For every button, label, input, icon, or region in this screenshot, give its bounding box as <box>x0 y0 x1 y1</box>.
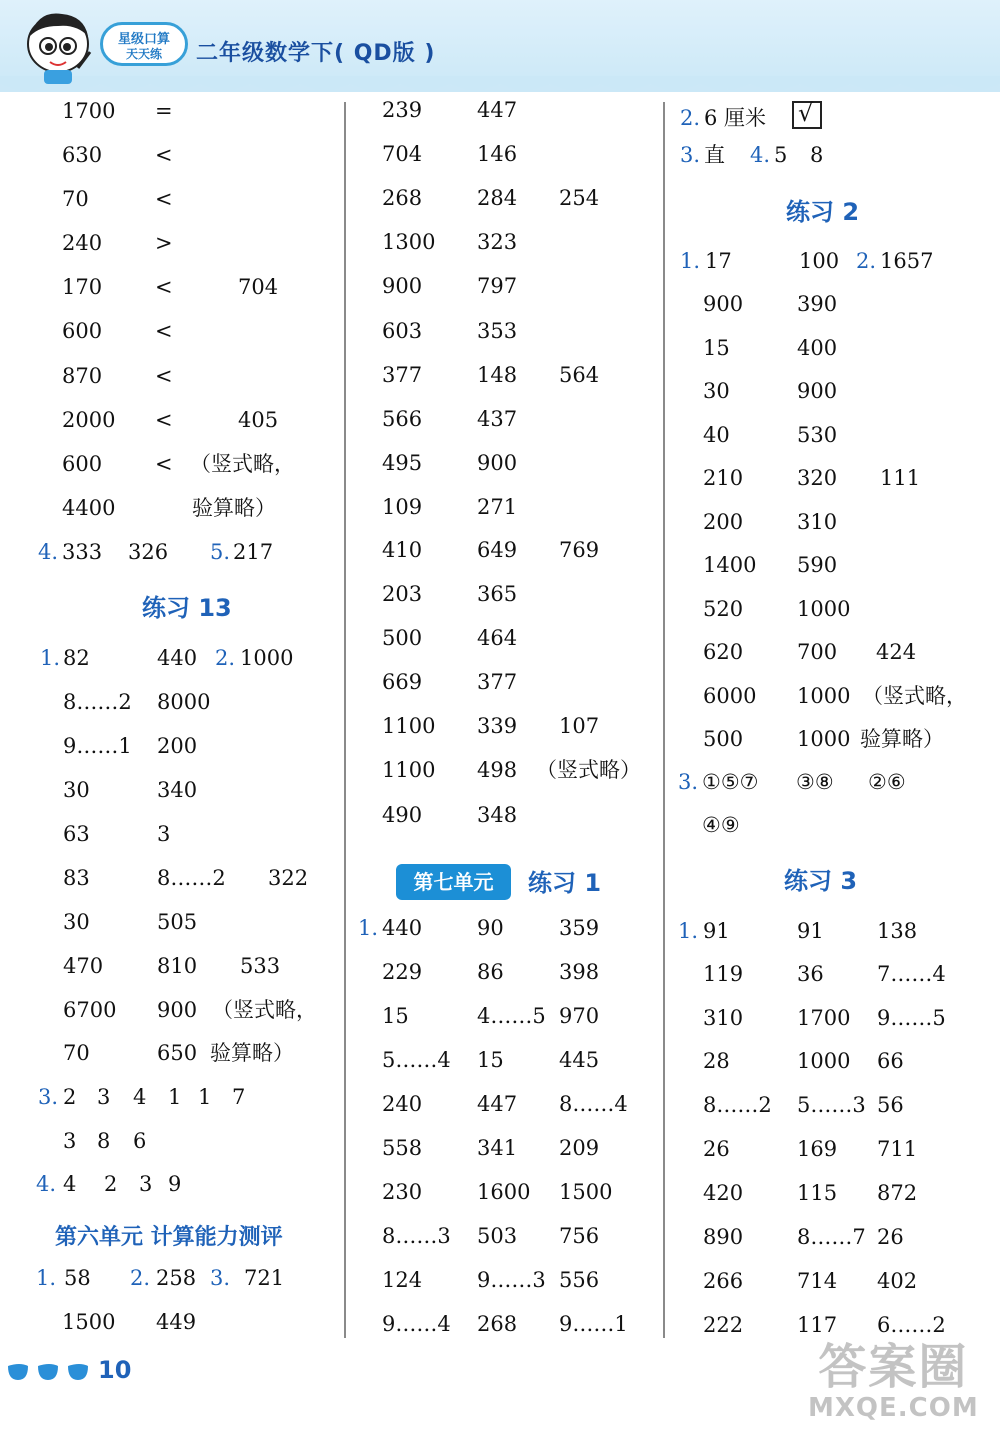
check-box <box>792 101 822 129</box>
answer-value: 326 <box>128 540 169 564</box>
answer-value: 56 <box>877 1093 904 1117</box>
column-divider-right <box>663 102 665 1338</box>
answer-value: 704 <box>382 142 423 166</box>
answer-value: 100 <box>799 249 840 273</box>
book-title: 二年级数学下( QD版 ) <box>196 41 436 66</box>
answer-value: 240 <box>382 1092 423 1116</box>
answer-value: 15 <box>382 1004 409 1028</box>
answer-value: 810 <box>157 954 198 978</box>
answer-value: 9……3 <box>477 1268 546 1292</box>
answer-value: 6……2 <box>877 1313 946 1337</box>
answer-value: 1500 <box>559 1180 613 1204</box>
answer-note: （竖式略， <box>212 998 317 1022</box>
answer-value: 8 <box>97 1129 111 1153</box>
answer-value: 333 <box>62 540 103 564</box>
exercise-heading: 练习 2 <box>786 198 860 226</box>
answer-value: 36 <box>797 962 824 986</box>
answer-value: 3 <box>63 1129 77 1153</box>
answer-value: 1000 <box>240 646 294 670</box>
answer-value: 9……4 <box>382 1312 451 1336</box>
answer-value: 7 <box>232 1085 246 1109</box>
answer-value: 119 <box>703 962 744 986</box>
answer-value: 8……7 <box>797 1225 866 1249</box>
series-logo <box>100 22 188 66</box>
exercise-heading: 练习 3 <box>784 867 858 895</box>
answer-value: 8……3 <box>382 1224 451 1248</box>
answer-symbol: < <box>155 187 173 211</box>
answer-value: 310 <box>703 1006 744 1030</box>
answer-value: 148 <box>477 363 518 387</box>
answer-value: 445 <box>559 1048 600 1072</box>
logo-line2: 天天练 <box>125 47 162 61</box>
page-header <box>0 0 1000 92</box>
answer-value: 1600 <box>477 1180 531 1204</box>
answer-value: 498 <box>477 758 518 782</box>
answer-value: 1100 <box>382 758 436 782</box>
answer-value: 82 <box>63 646 90 670</box>
answer-value: 169 <box>797 1137 838 1161</box>
watermark-line1: 答案圈 <box>818 1339 969 1395</box>
answer-value: 348 <box>477 803 518 827</box>
watermark <box>808 1328 979 1423</box>
answer-value: 209 <box>559 1136 600 1160</box>
answer-value: 564 <box>559 363 600 387</box>
question-number: 2. <box>130 1266 151 1290</box>
answer-value: 115 <box>797 1181 838 1205</box>
answer-value: 254 <box>559 186 600 210</box>
answer-value: 900 <box>797 379 838 403</box>
answer-value: 590 <box>797 553 838 577</box>
answer-value: 1000 <box>797 684 851 708</box>
answer-value: 271 <box>477 495 518 519</box>
answer-value: 9 <box>168 1172 182 1196</box>
answer-value: 91 <box>703 919 730 943</box>
answer-value: 558 <box>382 1136 423 1160</box>
answer-value: 1000 <box>797 727 851 751</box>
answer-value: 447 <box>477 1092 518 1116</box>
answer-value: 217 <box>233 540 274 564</box>
answer-value: 2 <box>104 1172 118 1196</box>
answer-value: 405 <box>238 408 279 432</box>
answer-value: 63 <box>63 822 90 846</box>
answer-value: 3 <box>97 1085 111 1109</box>
question-number: 3. <box>680 143 701 167</box>
answer-value: 8 <box>810 143 824 167</box>
answer-value: 900 <box>477 451 518 475</box>
answer-value: 500 <box>382 626 423 650</box>
answer-value: 240 <box>62 231 103 255</box>
question-number: 4. <box>38 540 59 564</box>
answer-value: 900 <box>703 292 744 316</box>
answer-value: 649 <box>477 538 518 562</box>
question-number: 1. <box>680 249 701 273</box>
answer-value: 603 <box>382 319 423 343</box>
answer-value: 500 <box>703 727 744 751</box>
unit-badge: 第七单元 <box>396 864 511 900</box>
page-number: 10 <box>98 1356 132 1384</box>
answer-value: 340 <box>157 778 198 802</box>
answer-value: 714 <box>797 1269 838 1293</box>
answer-value: 70 <box>63 1041 90 1065</box>
answer-value: 26 <box>703 1137 730 1161</box>
answer-value: 400 <box>797 336 838 360</box>
answer-value: 6 <box>133 1129 147 1153</box>
answer-value: 2 <box>63 1085 77 1109</box>
answer-value: 533 <box>240 954 281 978</box>
answer-value: 447 <box>477 98 518 122</box>
answer-value: 490 <box>382 803 423 827</box>
answer-value: 8……4 <box>559 1092 628 1116</box>
answer-note: （竖式略） <box>536 758 641 782</box>
answer-symbol: < <box>155 143 173 167</box>
answer-value: 111 <box>880 466 921 490</box>
answer-value: 449 <box>156 1310 197 1334</box>
answer-value: 66 <box>877 1049 904 1073</box>
answer-note: （竖式略， <box>190 452 295 476</box>
answer-value: 556 <box>559 1268 600 1292</box>
answer-value: 440 <box>157 646 198 670</box>
question-number: 2. <box>856 249 877 273</box>
answer-value: 323 <box>477 230 518 254</box>
answer-value: 437 <box>477 407 518 431</box>
answer-value: 268 <box>477 1312 518 1336</box>
answer-value: 9……1 <box>63 734 132 758</box>
answer-value: 210 <box>703 466 744 490</box>
question-number: 3. <box>38 1085 59 1109</box>
answer-value: 4400 <box>62 496 116 520</box>
answer-value: 146 <box>477 142 518 166</box>
answer-value: 138 <box>877 919 918 943</box>
answer-value: ③⑧ <box>796 770 834 794</box>
answer-value: 4 <box>133 1085 147 1109</box>
question-number: 1. <box>36 1266 57 1290</box>
answer-value: 1 <box>198 1085 212 1109</box>
answer-value: 495 <box>382 451 423 475</box>
answer-value: 4 <box>63 1172 77 1196</box>
answer-value: 9……1 <box>559 1312 628 1336</box>
answer-value: 203 <box>382 582 423 606</box>
exercise-heading: 练习 13 <box>142 594 232 622</box>
answer-value: 503 <box>477 1224 518 1248</box>
answer-value: 30 <box>63 778 90 802</box>
answer-value: 3 <box>139 1172 153 1196</box>
answer-symbol: = <box>155 99 173 123</box>
answer-value: 322 <box>268 866 309 890</box>
answer-value: 9……5 <box>877 1006 946 1030</box>
answer-value: 70 <box>62 187 89 211</box>
answer-value: 284 <box>477 186 518 210</box>
answer-value: 107 <box>559 714 600 738</box>
answer-value: ①⑤⑦ <box>702 770 759 794</box>
answer-value: 239 <box>382 98 423 122</box>
question-number: 2. <box>215 646 236 670</box>
answer-value: 直 <box>704 143 725 167</box>
answer-value: 1100 <box>382 714 436 738</box>
column-divider-left <box>344 102 346 1338</box>
answer-value: 124 <box>382 1268 423 1292</box>
answer-value: 341 <box>477 1136 518 1160</box>
answer-value: 222 <box>703 1313 744 1337</box>
answer-value: 8000 <box>157 690 211 714</box>
check-mark-icon: √ <box>798 99 814 127</box>
question-number: 4. <box>36 1172 57 1196</box>
answer-value: 26 <box>877 1225 904 1249</box>
answer-value: 650 <box>157 1041 198 1065</box>
logo-line1: 星级口算 <box>117 32 170 47</box>
answer-value: 377 <box>477 670 518 694</box>
answer-value: 258 <box>156 1266 197 1290</box>
answer-value: 530 <box>797 423 838 447</box>
answer-value: 339 <box>477 714 518 738</box>
answer-value: 4……5 <box>477 1004 546 1028</box>
answer-value: 721 <box>244 1266 285 1290</box>
answer-value: 600 <box>62 452 103 476</box>
answer-value: 109 <box>382 495 423 519</box>
answer-value: 15 <box>477 1048 504 1072</box>
answer-symbol: < <box>155 275 173 299</box>
answer-value: 86 <box>477 960 504 984</box>
answer-value: 704 <box>238 275 279 299</box>
answer-value: 1700 <box>62 99 116 123</box>
answer-value: ②⑥ <box>868 770 906 794</box>
answer-value: 266 <box>703 1269 744 1293</box>
answer-value: 5……3 <box>797 1093 866 1117</box>
answer-value: 1 <box>168 1085 182 1109</box>
answer-value: 1700 <box>797 1006 851 1030</box>
answer-symbol: < <box>155 452 173 476</box>
question-number: 1. <box>358 916 379 940</box>
answer-symbol: > <box>155 231 173 255</box>
answer-value: 700 <box>797 640 838 664</box>
exercise-heading: 练习 1 <box>528 869 602 897</box>
answer-value: 410 <box>382 538 423 562</box>
answer-note: 验算略） <box>192 496 276 520</box>
answer-value: 170 <box>62 275 103 299</box>
answer-value: 8……2 <box>63 690 132 714</box>
answer-value: 600 <box>62 319 103 343</box>
answer-value: 365 <box>477 582 518 606</box>
answer-value: 30 <box>63 910 90 934</box>
answer-value: 566 <box>382 407 423 431</box>
header-wave-decoration <box>0 76 1000 98</box>
answer-value: 797 <box>477 274 518 298</box>
answer-value: 870 <box>62 364 103 388</box>
question-number: 2. <box>680 106 701 130</box>
answer-value: 756 <box>559 1224 600 1248</box>
answer-value: 7……4 <box>877 962 946 986</box>
answer-value: 1000 <box>797 1049 851 1073</box>
answer-value: 390 <box>797 292 838 316</box>
answer-value: ④⑨ <box>702 813 740 837</box>
answer-value: 90 <box>477 916 504 940</box>
answer-value: 890 <box>703 1225 744 1249</box>
answer-value: 970 <box>559 1004 600 1028</box>
answer-value: 620 <box>703 640 744 664</box>
answer-value: 40 <box>703 423 730 447</box>
answer-value: 359 <box>559 916 600 940</box>
answer-value: 872 <box>877 1181 918 1205</box>
answer-value: 15 <box>703 336 730 360</box>
answer-value: 420 <box>703 1181 744 1205</box>
answer-value: 320 <box>797 466 838 490</box>
answer-value: 28 <box>703 1049 730 1073</box>
answer-value: 2000 <box>62 408 116 432</box>
answer-value: 505 <box>157 910 198 934</box>
answer-value: 470 <box>63 954 104 978</box>
answer-value: 1300 <box>382 230 436 254</box>
watermark-line2: MXQE.COM <box>808 1393 979 1423</box>
answer-value: 6700 <box>63 998 117 1022</box>
answer-value: 1657 <box>880 249 934 273</box>
answer-note: 验算略） <box>210 1041 294 1065</box>
answer-value: 1400 <box>703 553 757 577</box>
answer-value: 630 <box>62 143 103 167</box>
answer-value: 30 <box>703 379 730 403</box>
answer-value: 440 <box>382 916 423 940</box>
answer-value: 8……2 <box>157 866 226 890</box>
question-number: 4. <box>750 143 771 167</box>
answer-symbol: < <box>155 319 173 343</box>
answer-value: 8……2 <box>703 1093 772 1117</box>
answer-value: 402 <box>877 1269 918 1293</box>
answer-value: 769 <box>559 538 600 562</box>
answer-value: 900 <box>382 274 423 298</box>
unit-heading: 第六单元 计算能力测评 <box>55 1225 283 1250</box>
answer-value: 230 <box>382 1180 423 1204</box>
answer-value: 117 <box>797 1313 838 1337</box>
answer-value: 17 <box>705 249 732 273</box>
answer-value: 5 <box>774 143 788 167</box>
answer-value: 268 <box>382 186 423 210</box>
answer-value: 1000 <box>797 597 851 621</box>
answer-value: 6000 <box>703 684 757 708</box>
answer-note: （竖式略， <box>862 684 967 708</box>
answer-value: 711 <box>877 1137 918 1161</box>
answer-value: 900 <box>157 998 198 1022</box>
question-number: 3. <box>210 1266 231 1290</box>
answer-value: 377 <box>382 363 423 387</box>
answer-value: 229 <box>382 960 423 984</box>
answer-value: 91 <box>797 919 824 943</box>
answer-value: 6 厘米 <box>704 106 767 130</box>
answer-value: 520 <box>703 597 744 621</box>
answer-value: 200 <box>157 734 198 758</box>
question-number: 1. <box>40 646 61 670</box>
answer-value: 3 <box>157 822 171 846</box>
question-number: 5. <box>210 540 231 564</box>
answer-value: 5……4 <box>382 1048 451 1072</box>
answer-symbol: < <box>155 364 173 388</box>
answer-value: 464 <box>477 626 518 650</box>
question-number: 1. <box>678 919 699 943</box>
answer-value: 310 <box>797 510 838 534</box>
mascot-icon <box>18 6 98 86</box>
answer-value: 398 <box>559 960 600 984</box>
answer-symbol: < <box>155 408 173 432</box>
question-number: 3. <box>678 770 699 794</box>
answer-note: 验算略） <box>860 727 944 751</box>
answer-value: 83 <box>63 866 90 890</box>
answer-value: 669 <box>382 670 423 694</box>
answer-value: 58 <box>64 1266 91 1290</box>
answer-value: 353 <box>477 319 518 343</box>
answer-value: 424 <box>876 640 917 664</box>
paw-decoration-icon <box>6 1360 92 1384</box>
answer-value: 200 <box>703 510 744 534</box>
answer-value: 1500 <box>62 1310 116 1334</box>
